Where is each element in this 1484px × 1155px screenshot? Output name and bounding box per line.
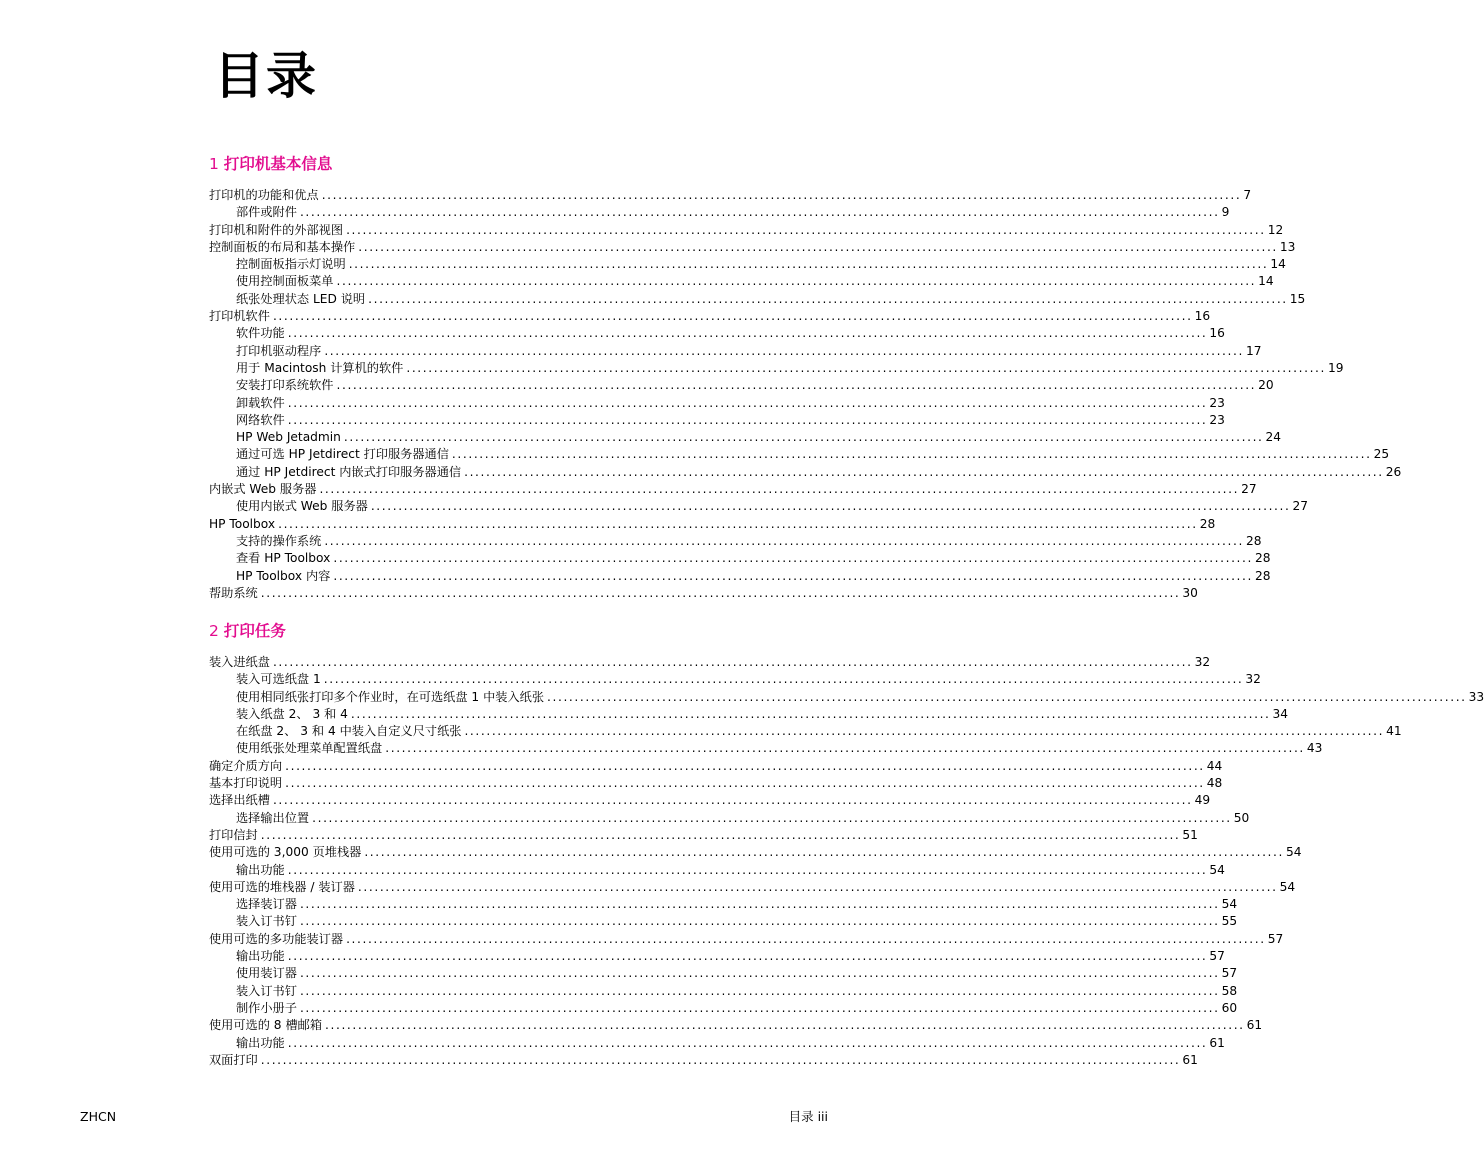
toc-dot-leader: ........................................................................................................................................................................ — [368, 291, 1288, 306]
toc-dot-leader: ........................................................................................................................................................................ — [346, 222, 1266, 237]
toc-page-number: 61 — [1180, 1052, 1198, 1069]
toc-page-number: 51 — [1180, 827, 1198, 844]
toc-dot-leader: ........................................................................................................................................................................ — [299, 1000, 1220, 1015]
toc-dot-leader: ........................................................................................................................................................................ — [336, 378, 1257, 393]
toc-entry[interactable] — [209, 222, 1284, 239]
toc-entry-title: 控制面板的布局和基本操作 — [209, 239, 356, 254]
toc-entry-title: 使用可选的多功能装订器 — [209, 931, 344, 946]
toc-entry[interactable] — [209, 792, 1211, 809]
toc-dot-leader: ........................................................................................................................................................................ — [333, 551, 1253, 566]
chapter-number: 1 — [209, 155, 219, 173]
toc-page-number: 57 — [1266, 931, 1284, 948]
toc-dot-leader: ........................................................................................................................................................................ — [464, 724, 1385, 739]
toc-entry-title: 使用可选的 8 槽邮箱 — [209, 1018, 323, 1033]
toc-entry-title: 使用纸张处理菜单配置纸盘 — [236, 741, 383, 756]
toc-dot-leader: ........................................................................................................................................................................ — [299, 205, 1220, 220]
chapter-title: 打印任务 — [223, 622, 286, 640]
toc-entry-title: 纸张处理状态 LED 说明 — [236, 291, 366, 306]
toc-list — [209, 187, 1402, 602]
toc-entry[interactable] — [209, 360, 1344, 377]
toc-entry[interactable] — [209, 550, 1271, 567]
chapter-2-section — [209, 620, 1484, 1069]
toc-page-number: 57 — [1207, 948, 1225, 965]
toc-entry-title: 使用相同纸张打印多个作业时，在可选纸盘 1 中装入纸张 — [236, 689, 545, 704]
toc-dot-leader: ........................................................................................................................................................................ — [272, 309, 1193, 324]
toc-dot-leader: ........................................................................................................................................................................ — [260, 1052, 1181, 1067]
toc-entry[interactable] — [209, 446, 1390, 463]
toc-page-number: 50 — [1232, 810, 1250, 827]
toc-entry[interactable] — [209, 862, 1225, 879]
toc-entry[interactable] — [209, 671, 1261, 688]
toc-page-number: 41 — [1384, 723, 1402, 740]
toc-entry[interactable] — [209, 654, 1211, 671]
toc-dot-leader: ........................................................................................................................................................................ — [451, 447, 1372, 462]
toc-entry-title: 装入纸盘 2、 3 和 4 — [236, 706, 348, 721]
toc-page-number: 28 — [1253, 568, 1271, 585]
toc-page-number: 32 — [1243, 671, 1261, 688]
toc-dot-leader: ........................................................................................................................................................................ — [299, 897, 1220, 912]
toc-entry-title: 装入可选纸盘 1 — [236, 672, 321, 687]
toc-entry-title: 通过可选 HP Jetdirect 打印服务器通信 — [236, 447, 449, 462]
toc-dot-leader: ........................................................................................................................................................................ — [287, 1035, 1208, 1050]
toc-entry-title: 选择出纸槽 — [209, 793, 270, 808]
toc-entry-title: HP Toolbox — [209, 516, 276, 531]
toc-page-number: 19 — [1326, 360, 1344, 377]
toc-entry-title: 装入进纸盘 — [209, 655, 270, 669]
toc-entry[interactable] — [209, 429, 1282, 446]
toc-page-number: 15 — [1288, 291, 1306, 308]
toc-entry-title: 帮助系统 — [209, 585, 258, 600]
toc-page-number: 23 — [1207, 395, 1225, 412]
toc-dot-leader: ........................................................................................................................................................................ — [321, 188, 1242, 202]
toc-page-number: 14 — [1268, 256, 1286, 273]
toc-dot-leader: ........................................................................................................................................................................ — [336, 274, 1257, 289]
toc-page-number: 24 — [1264, 429, 1282, 446]
toc-entry-title: 选择输出位置 — [236, 810, 310, 825]
toc-entry[interactable] — [209, 308, 1211, 325]
toc-page-number: 55 — [1220, 913, 1238, 930]
toc-entry[interactable] — [209, 256, 1286, 273]
toc-page-number: 13 — [1278, 239, 1296, 256]
toc-dot-leader: ........................................................................................................................................................................ — [260, 585, 1181, 600]
toc-entry-title: 使用内嵌式 Web 服务器 — [236, 499, 368, 514]
toc-entry-title: 使用装订器 — [236, 966, 297, 981]
toc-dot-leader: ........................................................................................................................................................................ — [364, 845, 1284, 860]
toc-entry[interactable] — [209, 273, 1274, 290]
toc-dot-leader: ........................................................................................................................................................................ — [324, 343, 1244, 358]
toc-page-number: 54 — [1284, 844, 1302, 861]
toc-entry[interactable] — [209, 689, 1484, 706]
toc-dot-leader: ........................................................................................................................................................................ — [348, 257, 1269, 272]
toc-entry-title: 选择装订器 — [236, 897, 297, 912]
toc-page-number: 54 — [1207, 862, 1225, 879]
toc-entry[interactable] — [209, 896, 1238, 913]
toc-entry[interactable] — [209, 758, 1223, 775]
toc-dot-leader: ........................................................................................................................................................................ — [299, 983, 1220, 998]
toc-dot-leader: ........................................................................................................................................................................ — [272, 655, 1193, 669]
toc-dot-leader: ........................................................................................................................................................................ — [325, 1018, 1245, 1033]
toc-page-number: 61 — [1245, 1017, 1263, 1034]
toc-entry[interactable] — [209, 810, 1250, 827]
toc-entry[interactable] — [209, 706, 1289, 723]
toc-entry[interactable] — [209, 204, 1230, 221]
toc-entry[interactable] — [209, 568, 1271, 585]
toc-entry-title: 软件功能 — [236, 326, 285, 341]
toc-entry[interactable] — [209, 377, 1274, 394]
toc-dot-leader: ........................................................................................................................................................................ — [285, 776, 1205, 791]
toc-page-number: 54 — [1278, 879, 1296, 896]
toc-page-number: 34 — [1271, 706, 1289, 723]
toc-page-number: 57 — [1220, 965, 1238, 982]
toc-dot-leader: ........................................................................................................................................................................ — [357, 879, 1278, 894]
toc-entry-title: 使用可选的 3,000 页堆栈器 — [209, 845, 362, 860]
toc-entry[interactable] — [209, 187, 1252, 204]
toc-page-number: 12 — [1266, 222, 1284, 239]
toc-entry-title: 制作小册子 — [236, 1000, 297, 1015]
toc-entry-title: 使用控制面板菜单 — [236, 274, 334, 289]
toc-entry[interactable] — [209, 965, 1238, 982]
toc-dot-leader: ........................................................................................................................................................................ — [385, 741, 1305, 756]
toc-entry[interactable] — [209, 481, 1257, 498]
toc-entry-title: 输出功能 — [236, 1035, 285, 1050]
toc-entry-title: 基本打印说明 — [209, 776, 283, 791]
toc-entry-title: 在纸盘 2、 3 和 4 中装入自定义尺寸纸张 — [236, 724, 462, 739]
toc-dot-leader: ........................................................................................................................................................................ — [333, 568, 1253, 583]
toc-dot-leader: ........................................................................................................................................................................ — [343, 430, 1264, 445]
toc-entry[interactable] — [209, 1035, 1225, 1052]
toc-entry-title: 装入订书钉 — [236, 983, 297, 998]
toc-entry[interactable] — [209, 325, 1225, 342]
toc-dot-leader: ........................................................................................................................................................................ — [299, 966, 1220, 981]
toc-page-number: 49 — [1193, 792, 1211, 809]
toc-dot-leader: ........................................................................................................................................................................ — [547, 689, 1467, 704]
toc-dot-leader: ........................................................................................................................................................................ — [287, 395, 1208, 410]
toc-entry-title: 双面打印 — [209, 1052, 258, 1067]
toc-dot-leader: ........................................................................................................................................................................ — [406, 360, 1326, 375]
footer-page-label: 目录 iii — [788, 1109, 828, 1124]
toc-entry[interactable] — [209, 913, 1238, 930]
toc-page-number: 9 — [1220, 204, 1230, 221]
toc-entry[interactable] — [209, 983, 1238, 1000]
toc-page-number: 16 — [1207, 325, 1225, 342]
toc-page-number: 43 — [1305, 740, 1323, 757]
toc-entry[interactable] — [209, 395, 1225, 412]
toc-page-number: 54 — [1220, 896, 1238, 913]
toc-entry[interactable] — [209, 827, 1198, 844]
toc-page-number: 14 — [1256, 273, 1274, 290]
toc-entry-title: 卸载软件 — [236, 395, 285, 410]
toc-entry-title: 打印机驱动程序 — [236, 343, 322, 358]
toc-entry[interactable] — [209, 1052, 1198, 1069]
toc-page-number: 27 — [1239, 481, 1257, 498]
toc-page-number: 17 — [1244, 343, 1262, 360]
toc-entry-title: 确定介质方向 — [209, 758, 283, 773]
toc-entry-title: 网络软件 — [236, 412, 285, 427]
toc-entry[interactable] — [209, 464, 1402, 481]
toc-entry-title: 内嵌式 Web 服务器 — [209, 482, 317, 497]
chapter-heading[interactable] — [209, 153, 827, 175]
toc-entry[interactable] — [209, 343, 1262, 360]
toc-dot-leader: ........................................................................................................................................................................ — [312, 810, 1232, 825]
toc-entry-title: HP Web Jetadmin — [236, 430, 341, 445]
toc-entry-title: 输出功能 — [236, 862, 285, 877]
toc-page-number: 20 — [1256, 377, 1274, 394]
toc-entry[interactable] — [209, 775, 1223, 792]
toc-page-number: 33 — [1467, 689, 1484, 706]
toc-list — [209, 654, 1484, 1069]
toc-page-number: 58 — [1220, 983, 1238, 1000]
toc-entry[interactable] — [209, 844, 1302, 861]
toc-page-number: 30 — [1180, 585, 1198, 602]
toc-page-number: 32 — [1193, 654, 1211, 671]
toc-dot-leader: ........................................................................................................................................................................ — [272, 793, 1193, 808]
toc-dot-leader: ........................................................................................................................................................................ — [287, 862, 1208, 877]
footer-locale: ZHCN — [80, 1109, 117, 1124]
toc-entry-title: 打印机软件 — [209, 309, 270, 324]
toc-page-number: 48 — [1205, 775, 1223, 792]
toc-dot-leader: ........................................................................................................................................................................ — [285, 758, 1205, 773]
toc-entry-title: 控制面板指示灯说明 — [236, 257, 346, 272]
toc-dot-leader: ........................................................................................................................................................................ — [278, 516, 1198, 531]
toc-page-number: 7 — [1241, 187, 1251, 204]
toc-page-number: 60 — [1220, 1000, 1238, 1017]
toc-entry[interactable] — [209, 1017, 1263, 1034]
toc-dot-leader: ........................................................................................................................................................................ — [287, 326, 1208, 341]
toc-entry[interactable] — [209, 291, 1306, 308]
toc-dot-leader: ........................................................................................................................................................................ — [370, 499, 1291, 514]
toc-dot-leader: ........................................................................................................................................................................ — [323, 672, 1244, 687]
toc-entry-title: 用于 Macintosh 计算机的软件 — [236, 360, 404, 375]
toc-page-number: 25 — [1372, 446, 1390, 463]
page-title: 目录 — [214, 47, 318, 105]
toc-entry[interactable] — [209, 585, 1198, 602]
toc-dot-leader: ........................................................................................................................................................................ — [350, 706, 1271, 721]
toc-entry[interactable] — [209, 931, 1284, 948]
toc-page-number: 27 — [1290, 498, 1308, 515]
toc-page-number: 28 — [1198, 516, 1216, 533]
toc-entry[interactable] — [209, 533, 1262, 550]
toc-entry-title: 部件或附件 — [236, 205, 297, 220]
toc-entry[interactable] — [209, 948, 1225, 965]
toc-entry[interactable] — [209, 1000, 1238, 1017]
toc-dot-leader: ........................................................................................................................................................................ — [324, 533, 1244, 548]
toc-page-number: 23 — [1207, 412, 1225, 429]
toc-dot-leader: ........................................................................................................................................................................ — [287, 412, 1208, 427]
toc-entry-title: 打印机和附件的外部视图 — [209, 222, 344, 237]
toc-entry-title: 装入订书钉 — [236, 914, 297, 929]
toc-entry[interactable] — [209, 723, 1402, 740]
chapter-title: 打印机基本信息 — [223, 155, 333, 173]
toc-dot-leader: ........................................................................................................................................................................ — [346, 931, 1266, 946]
toc-entry[interactable] — [209, 740, 1323, 757]
toc-page-number: 26 — [1384, 464, 1402, 481]
toc-entry[interactable] — [209, 498, 1308, 515]
toc-entry[interactable] — [209, 239, 1296, 256]
toc-page-number: 44 — [1205, 758, 1223, 775]
toc-entry-title: 输出功能 — [236, 949, 285, 964]
toc-entry-title: 安装打印系统软件 — [236, 378, 334, 393]
toc-page-number: 61 — [1207, 1035, 1225, 1052]
toc-entry-title: 通过 HP Jetdirect 内嵌式打印服务器通信 — [236, 464, 462, 479]
toc-dot-leader: ........................................................................................................................................................................ — [319, 482, 1240, 497]
toc-entry-title: HP Toolbox 内容 — [236, 568, 331, 583]
toc-entry-title: 支持的操作系统 — [236, 533, 322, 548]
toc-entry[interactable] — [209, 412, 1225, 429]
toc-entry[interactable] — [209, 516, 1216, 533]
chapter-1-section — [209, 153, 1402, 602]
toc-dot-leader: ........................................................................................................................................................................ — [299, 914, 1220, 929]
toc-dot-leader: ........................................................................................................................................................................ — [287, 949, 1208, 964]
toc-entry-title: 查看 HP Toolbox — [236, 551, 331, 566]
toc-entry[interactable] — [209, 879, 1296, 896]
chapter-number: 2 — [209, 622, 219, 640]
toc-entry-title: 打印信封 — [209, 827, 258, 842]
toc-page-number: 16 — [1193, 308, 1211, 325]
toc-entry-title: 使用可选的堆栈器 / 装订器 — [209, 879, 355, 894]
toc-page-number: 28 — [1253, 550, 1271, 567]
toc-entry-title: 打印机的功能和优点 — [209, 188, 319, 202]
toc-dot-leader: ........................................................................................................................................................................ — [260, 827, 1181, 842]
chapter-heading[interactable] — [209, 620, 827, 642]
toc-page-number: 28 — [1244, 533, 1262, 550]
toc-dot-leader: ........................................................................................................................................................................ — [358, 239, 1278, 254]
toc-dot-leader: ........................................................................................................................................................................ — [464, 464, 1384, 479]
